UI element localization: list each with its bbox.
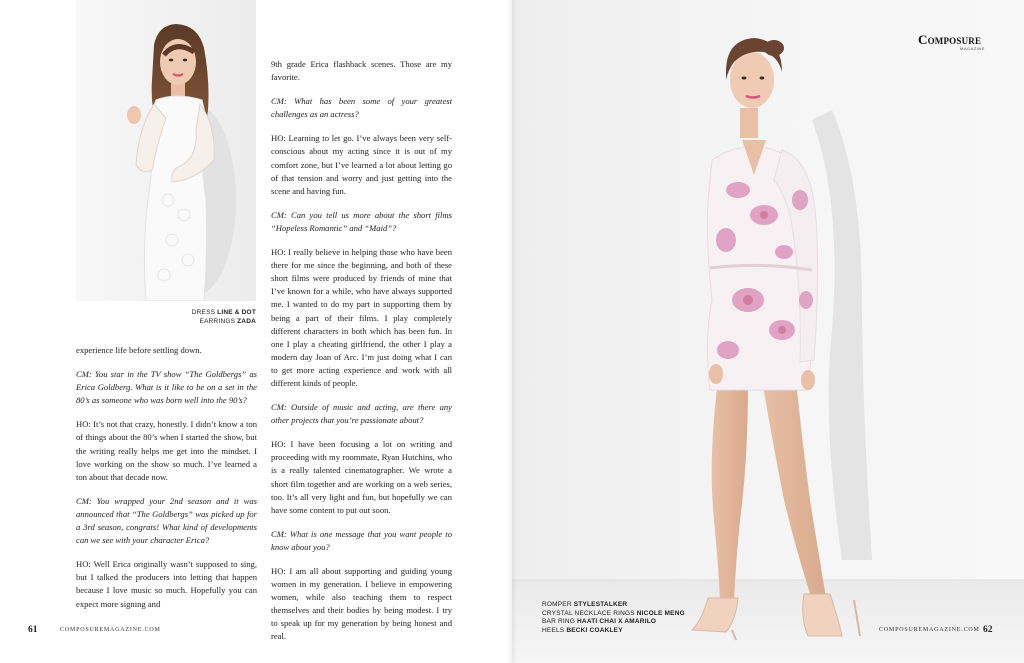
credit-line-dress: [150, 309, 256, 318]
photo-credit-right: [542, 601, 702, 635]
article-paragraph: experience life before settling down.: [76, 345, 202, 355]
interview-answer: HO: Well Erica originally wasn’t supposed to sing, but I talked the producers into letting that happen because I love music so much. Hopefully you can expect more signing and: [76, 559, 257, 609]
full-length-illustration: [512, 0, 1024, 663]
interview-question: CM: Outside of music and acting, are there any other projects that you’re passionate about?: [271, 402, 452, 426]
interview-answer: HO: Learning to let go. I’ve always been very self-conscious about my acting since it is out of my comfort zone, but I’ve learned a lot about letting go of that tension and worry and just getting into the scene and having fun.: [271, 133, 452, 196]
credit-label: BAR RING: [542, 618, 578, 625]
credit-line-bar-ring: [542, 618, 702, 627]
credit-line-romper: [542, 601, 702, 610]
credit-value: HAATI CHAI X AMARILO: [577, 618, 657, 625]
full-length-photo-floral-romper: [512, 0, 1024, 663]
interview-answer: 9th grade Erica flashback scenes. Those are my favorite.: [271, 59, 452, 83]
magazine-logo: Composure: [918, 32, 982, 47]
credit-line-necklace: [542, 610, 702, 619]
interview-answer: HO: I really believe in helping those who have been there for me since the beginning, and both of these short films were produced by friends of mine that I’ve known for a while, who have always supported me. I wanted to do my part in supporting them by being a part of their films. I play completely different characters in both which has been fun. In one I play a cheating girlfriend, the other I play a modern day Joan of Arc. I’m just doing what I can to get more acting experience and work with all different kinds of people.: [271, 247, 452, 388]
interview-question: CM: You wrapped your 2nd season and it was announced that “The Goldbergs” was picked up for a 3rd season, congrats! What kind of developments can we see with your character Erica?: [76, 495, 257, 546]
interview-question: CM: You star in the TV show “The Goldbergs” as Erica Goldberg. What is it like to be on a set in the 80’s as someone who was born well into the 90’s?: [76, 369, 257, 406]
article-column-2: [271, 58, 452, 655]
right-page: [512, 0, 1024, 663]
credit-label: EARRINGS: [199, 317, 238, 325]
credit-label: HEELS: [542, 626, 567, 634]
credit-value: NICOLE MENG: [636, 609, 685, 617]
portrait-illustration: [76, 0, 256, 301]
credit-line-earrings: [150, 318, 256, 327]
credit-label: CRYSTAL NECKLACE RINGS: [542, 609, 637, 617]
credit-value: LINE & DOT: [217, 309, 256, 316]
credit-value: ZADA: [237, 317, 256, 325]
interview-answer: HO: I am all about supporting and guiding young women in my generation. I believe in empowering women, while also teaching them to respect themselves and their bodies by being modest. I try to speak up for my generation by being honest and real.: [271, 566, 452, 642]
site-url-right: COMPOSUREMAGAZINE.COM: [879, 627, 980, 633]
interview-question: CM: What has been some of your greatest challenges as an actress?: [271, 96, 452, 120]
interview-answer: HO: It’s not that crazy, honestly. I didn’t know a ton of things about the 80’s when I started the show, but the writing really helps me get into the mindset. I love working on the show so much. I’ve learned a ton about that decade now.: [76, 419, 257, 482]
page-number-left: 61: [28, 625, 38, 635]
page-number-right: 62: [983, 625, 993, 635]
portrait-photo-white-dress: [76, 0, 256, 301]
site-url-left: COMPOSUREMAGAZINE.COM: [60, 627, 161, 633]
photo-credit-left: [150, 309, 256, 326]
interview-question: CM: Can you tell us more about the short films “Hopeless Romantic” and “Maid”?: [271, 209, 452, 233]
credit-label: DRESS: [191, 309, 218, 316]
credit-line-heels: [542, 627, 702, 636]
credit-label: ROMPER: [542, 601, 574, 608]
page-gutter: [507, 0, 517, 663]
interview-question: CM: What is one message that you want people to know about you?: [271, 528, 452, 552]
credit-value: BECKI COAKLEY: [566, 626, 623, 634]
credit-value: STYLESTALKER: [573, 601, 628, 608]
magazine-logo-subtitle: MAGAZINE: [960, 46, 985, 51]
interview-answer: HO: I have been focusing a lot on writing and proceeding with my roommate, Ryan Hutchins, who is a really talented cinematographer. We wrote a short film together and are working on a web series, too. It’s all very light and fun, but hopefully we can have some content to put out soon.: [271, 439, 452, 515]
article-column-1: [76, 344, 257, 622]
